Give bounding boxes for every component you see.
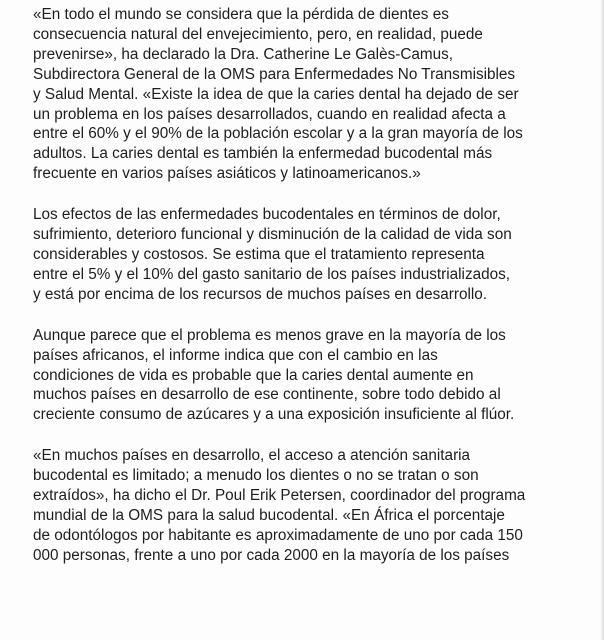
text-line: condiciones de vida es probable que la caries dental aumente en: [33, 366, 474, 384]
text-line: Subdirectora General de la OMS para Enfermedades No Transmisibles: [33, 65, 516, 83]
text-line: entre el 60% y el 90% de la población escolar y a la gran mayoría de los: [33, 125, 523, 143]
text-line: Aunque parece que el problema es menos grave en la mayoría de los: [33, 326, 506, 344]
text-line: frecuente en varios países asiáticos y latinoamericanos.»: [33, 165, 421, 183]
text-line: Los efectos de las enfermedades bucodentales en términos de dolor,: [33, 206, 501, 224]
text-line: entre el 5% y el 10% del gasto sanitario de los países industrializados,: [33, 265, 511, 283]
paragraph-2: [33, 205, 603, 305]
text-line: «En muchos países en desarrollo, el acceso a atención sanitaria: [33, 447, 471, 465]
text-line: muchos países en desarrollo de ese continente, sobre todo debido al: [33, 386, 501, 404]
text-line: adultos. La caries dental es también la enfermedad bucodental más: [33, 145, 493, 163]
text-line: un problema en los países desarrollados, cuando en realidad afecta a: [33, 105, 506, 123]
text-line: extraídos», ha dicho el Dr. Poul Erik Petersen, coordinador del programa: [33, 487, 526, 505]
article-text: [33, 5, 603, 587]
text-line: consecuencia natural del envejecimiento, pero, en realidad, puede: [33, 25, 483, 43]
paragraph-3: [33, 326, 603, 426]
text-line: de odontólogos por habitante es aproximadamente de uno por cada 150: [33, 526, 523, 544]
text-line: «En todo el mundo se considera que la pérdida de dientes es: [33, 6, 449, 23]
text-line: mundial de la OMS para la salud bucodental. «En África el porcentaje: [33, 506, 505, 524]
text-line: prevenirse», ha declarado la Dra. Catherine Le Galès-Camus,: [33, 45, 454, 63]
text-line: 000 personas, frente a uno por cada 2000 en la mayoría de los países: [33, 546, 510, 564]
text-line: considerables y costosos. Se estima que el tratamiento representa: [33, 245, 485, 263]
text-line: bucodental es limitado; a menudo los dientes o no se tratan o son: [33, 467, 479, 485]
text-line: sufrimiento, deterioro funcional y disminución de la calidad de vida son: [33, 226, 512, 244]
text-line: países africanos, el informe indica que con el cambio en las: [33, 346, 438, 364]
paragraph-1: [33, 5, 603, 184]
text-line: creciente consumo de azúcares y a una exposición insuficiente al flúor.: [33, 406, 515, 424]
text-line: y está por encima de los recursos de muchos países en desarrollo.: [33, 285, 488, 303]
text-line: y Salud Mental. «Existe la idea de que la caries dental ha dejado de ser: [33, 85, 519, 103]
paragraph-4: [33, 446, 603, 565]
